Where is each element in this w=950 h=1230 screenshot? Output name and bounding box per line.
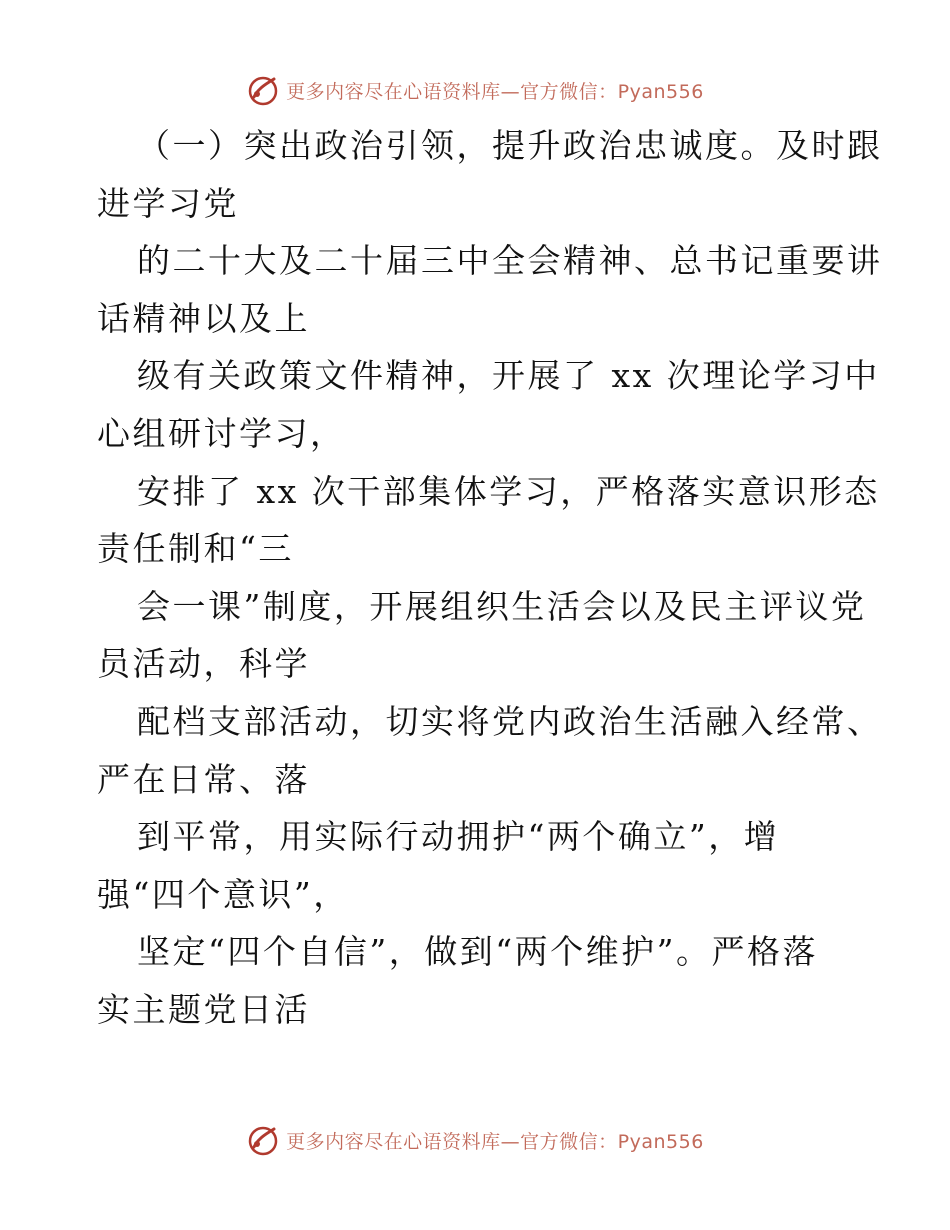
brush-logo-icon xyxy=(246,1123,280,1157)
text-line: （一）突出政治引领，提升政治忠诚度。及时跟 xyxy=(137,126,883,165)
document-body xyxy=(97,117,883,1039)
footer-banner-text: 更多内容尽在心语资料库—官方微信：Pyan556 xyxy=(286,1130,704,1153)
text-line: 责任制和“三 xyxy=(97,529,294,569)
header-watermark-banner xyxy=(0,72,950,108)
text-line: 严在日常、落 xyxy=(97,759,310,799)
text-line: 员活动，科学 xyxy=(97,644,310,684)
text-line: 配档支部活动，切实将党内政治生活融入经常、 xyxy=(137,701,883,741)
brush-logo-icon xyxy=(246,73,280,107)
text-line: 级有关政策文件精神，开展了 xx 次理论学习中 xyxy=(137,356,880,396)
text-line: 话精神以及上 xyxy=(97,298,310,338)
text-line: 到平常，用实际行动拥护“两个确立”，增 xyxy=(137,817,780,857)
text-line: 强“四个意识”， xyxy=(97,874,349,914)
text-line: 的二十大及二十届三中全会精神、总书记重要讲 xyxy=(137,241,883,281)
footer-watermark-banner xyxy=(0,1122,950,1158)
text-line: 心组研讨学习， xyxy=(97,413,346,453)
text-line: 坚定“四个自信”，做到“两个维护”。严格落 xyxy=(137,932,818,972)
text-line: 会一课”制度，开展组织生活会以及民主评议党 xyxy=(137,586,867,626)
text-line: 实主题党日活 xyxy=(97,989,310,1029)
text-line: 安排了 xx 次干部集体学习，严格落实意识形态 xyxy=(137,471,880,511)
header-banner-text: 更多内容尽在心语资料库—官方微信：Pyan556 xyxy=(286,80,704,103)
text-line: 进学习党 xyxy=(97,183,239,223)
